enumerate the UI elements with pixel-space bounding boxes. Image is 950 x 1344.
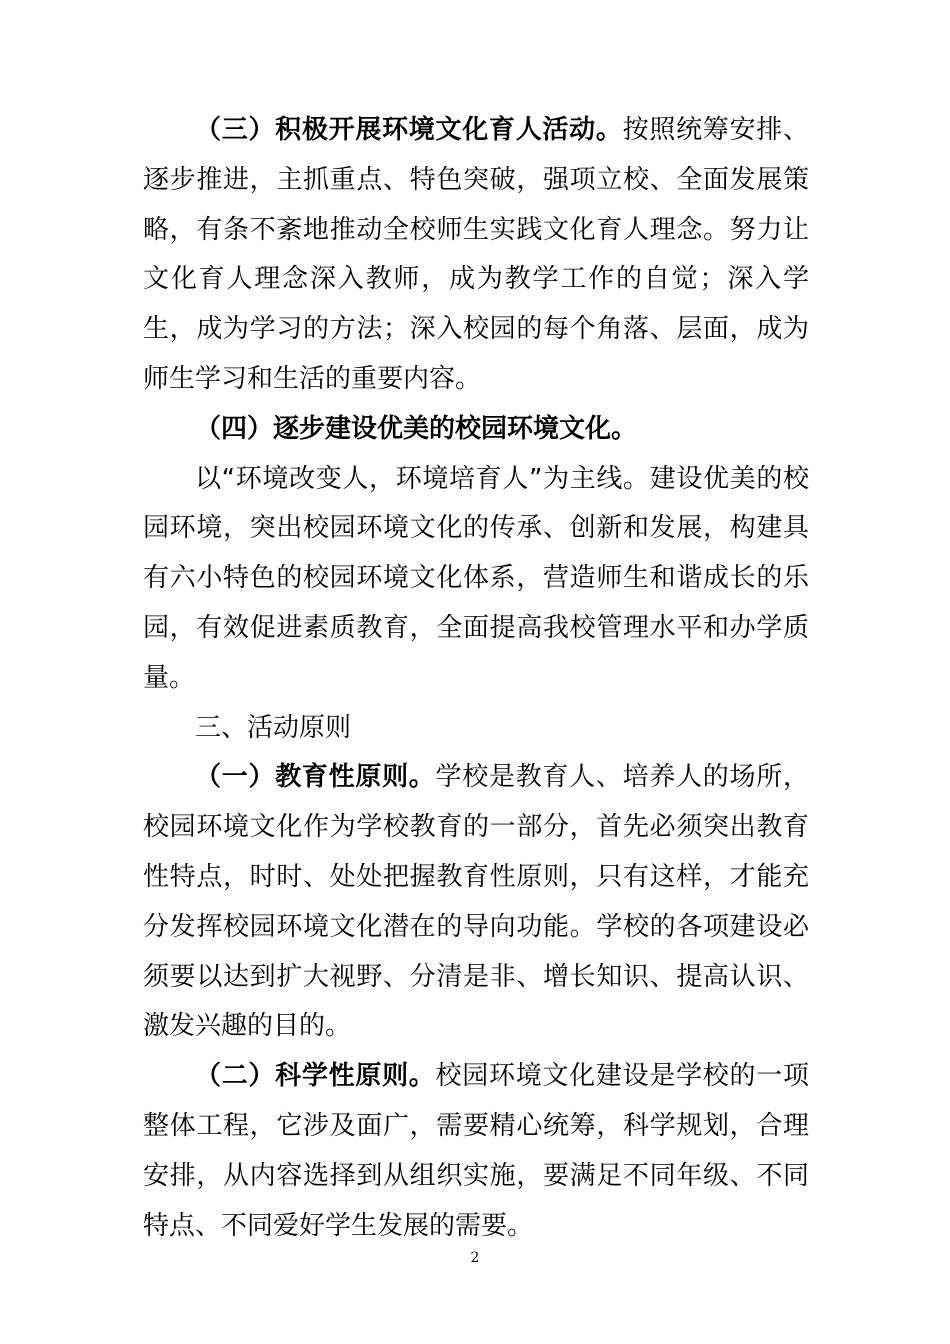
paragraph-text: 按照统筹安排、逐步推进，主抓重点、特色突破，强项立校、全面发展策略，有条不紊地推动全校师生实践文化育人理念。努力让文化育人理念深入教师，成为教学工作的自觉；深入学生，成为学习的方法；深入校园的每个角落、层面，成为师生学习和生活的重要内容。 bbox=[143, 115, 809, 394]
paragraph-environment-heading bbox=[143, 405, 809, 455]
paragraph-text: 以“环境改变人，环境培育人”为主线。建设优美的校园环境，突出校园环境文化的传承、创新和发展，构建具有六小特色的校园环境文化体系，营造师生和谐成长的乐园，有效促进素质教育，全面提高我校管理水平和办学质量。 bbox=[143, 463, 809, 693]
paragraph-text: 学校是教育人、培养人的场所，校园环境文化作为学校教育的一部分，首先必须突出教育性特点，时时、处处把握教育性原则，只有这样，才能充分发挥校园环境文化潜在的导向功能。学校的各项建设必须要以达到扩大视野、分清是非、增长知识、提高认识、激发兴趣的目的。 bbox=[143, 762, 809, 1042]
paragraph-heading: （四）逐步建设优美的校园环境文化。 bbox=[195, 413, 638, 444]
paragraph-activities bbox=[143, 106, 809, 405]
section-heading-principles bbox=[143, 704, 809, 754]
paragraph-heading: （二）科学性原则。 bbox=[195, 1061, 436, 1092]
page-number: 2 bbox=[470, 1250, 480, 1266]
paragraph-scientific-principle bbox=[143, 1052, 809, 1251]
paragraph-text: 三、活动原则 bbox=[195, 712, 352, 743]
document-body bbox=[143, 106, 809, 1251]
paragraph-heading: （一）教育性原则。 bbox=[195, 762, 436, 793]
paragraph-heading: （三）积极开展环境文化育人活动。 bbox=[195, 115, 623, 145]
paragraph-environment bbox=[143, 455, 809, 704]
paragraph-educational-principle bbox=[143, 753, 809, 1052]
paragraph-text: 校园环境文化建设是学校的一项整体工程，它涉及面广，需要精心统筹，科学规划，合理安排，从内容选择到从组织实施，要满足不同年级、不同特点、不同爱好学生发展的需要。 bbox=[143, 1061, 809, 1241]
